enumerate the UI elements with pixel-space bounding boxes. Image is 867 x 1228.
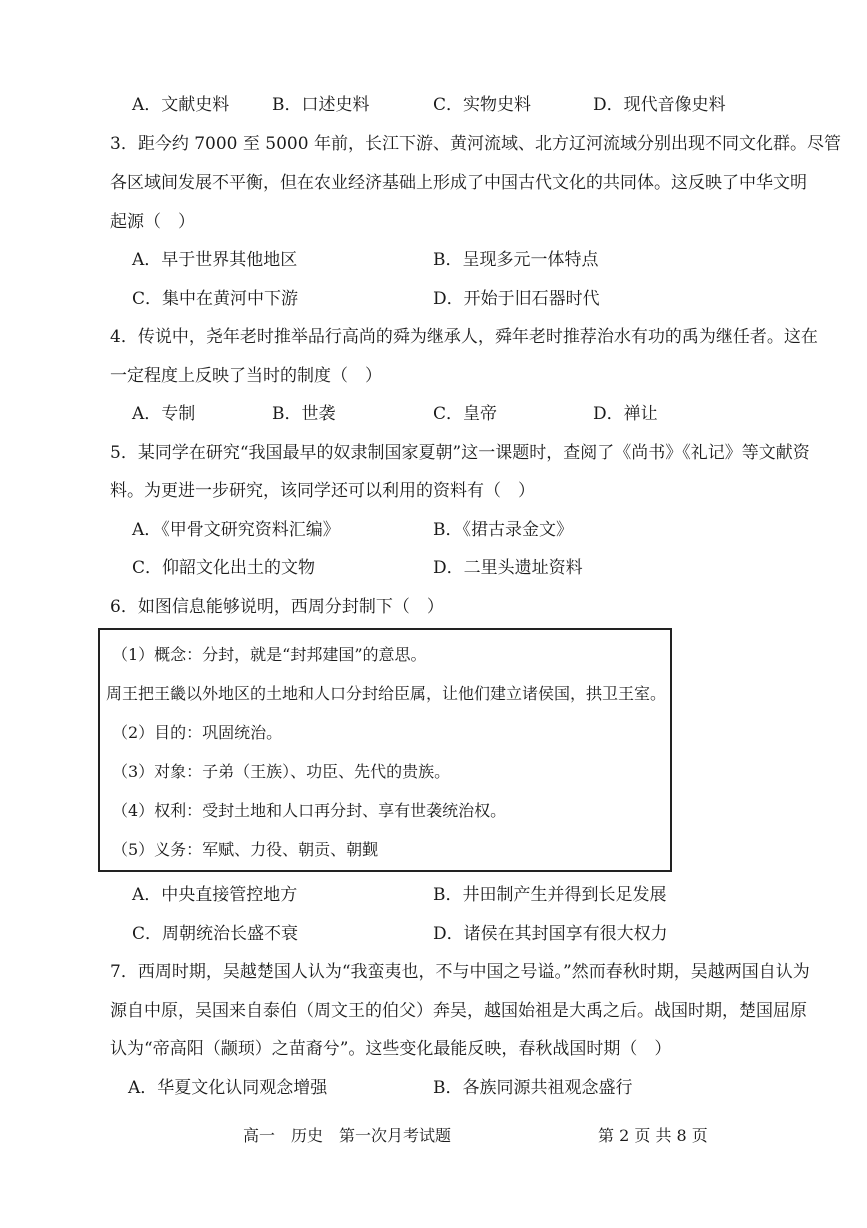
q6-box-line-2: 周王把王畿以外地区的土地和人口分封给臣属，让他们建立诸侯国，拱卫王室。 <box>106 684 667 703</box>
q7-stem-line-3: 认为“帝高阳（颛顼）之苗裔兮”。这些变化最能反映，春秋战国时期（ ） <box>110 1039 672 1059</box>
q5-stem-line-2: 料。为更进一步研究，该同学还可以利用的资料有（ ） <box>110 481 535 501</box>
footer-page-number: 第 2 页 共 8 页 <box>598 1126 708 1145</box>
q6-box-line-1: （1）概念：分封，就是“封邦建国”的意思。 <box>112 645 427 664</box>
q5-option-d: D．二里头遗址资料 <box>433 558 583 578</box>
q6-stem-line-1: 6．如图信息能够说明，西周分封制下（ ） <box>110 597 444 617</box>
q2-option-c: C．实物史料 <box>433 95 532 115</box>
q4-option-a: A．专制 <box>132 404 196 424</box>
q4-option-c: C．皇帝 <box>433 404 498 424</box>
q4-option-d: D．禅让 <box>593 404 658 424</box>
q6-option-a: A．中央直接管控地方 <box>132 885 298 905</box>
q4-stem-line-2: 一定程度上反映了当时的制度（ ） <box>110 366 382 386</box>
q3-stem-line-1: 3．距今约 7000 至 5000 年前，长江下游、黄河流域、北方辽河流域分别出现不同文化群。尽管 <box>110 134 841 154</box>
q4-option-b: B．世袭 <box>272 404 336 424</box>
q5-option-b: B．《捃古录金文》 <box>433 520 573 540</box>
q7-option-b: B．各族同源共祖观念盛行 <box>433 1078 633 1098</box>
q7-stem-line-2: 源自中原，吴国来自泰伯（周文王的伯父）奔吴，越国始祖是大禹之后。战国时期，楚国屈原 <box>110 1001 807 1021</box>
q3-option-a: A．早于世界其他地区 <box>132 250 298 270</box>
q7-stem-line-1: 7．西周时期，吴越楚国人认为“我蛮夷也，不与中国之号谥。”然而春秋时期，吴越两国自认为 <box>110 962 810 982</box>
q7-option-a: A．华夏文化认同观念增强 <box>128 1078 328 1098</box>
q6-box-line-3: （2）目的：巩固统治。 <box>112 723 283 742</box>
q5-stem-line-1: 5．某同学在研究“我国最早的奴隶制国家夏朝”这一课题时，查阅了《尚书》《礼记》等文献资 <box>110 443 810 463</box>
q4-stem-line-1: 4．传说中，尧年老时推举品行高尚的舜为继承人，舜年老时推荐治水有功的禹为继任者。这在 <box>110 327 818 347</box>
q5-option-c: C．仰韶文化出土的文物 <box>132 558 316 578</box>
q3-stem-line-3: 起源（ ） <box>110 212 195 232</box>
q3-stem-line-2: 各区域间发展不平衡，但在农业经济基础上形成了中国古代文化的共同体。这反映了中华文明 <box>110 173 807 193</box>
q2-option-d: D．现代音像史料 <box>593 95 726 115</box>
q6-option-b: B．井田制产生并得到长足发展 <box>433 885 667 905</box>
q3-option-d: D．开始于旧石器时代 <box>433 289 600 309</box>
q6-box-line-5: （4）权利：受封土地和人口再分封、享有世袭统治权。 <box>112 801 507 820</box>
q6-box-line-6: （5）义务：军赋、力役、朝贡、朝觐 <box>112 840 379 859</box>
q2-option-b: B．口述史料 <box>272 95 370 115</box>
q6-option-d: D．诸侯在其封国享有很大权力 <box>433 924 668 944</box>
q5-option-a: A．《甲骨文研究资料汇编》 <box>132 520 340 540</box>
q2-option-a: A．文献史料 <box>132 95 230 115</box>
footer-exam-title: 高一 历史 第一次月考试题 <box>243 1126 452 1145</box>
q6-info-box <box>98 628 672 872</box>
q6-option-c: C．周朝统治长盛不衰 <box>132 924 299 944</box>
q3-option-b: B．呈现多元一体特点 <box>433 250 599 270</box>
q6-box-line-4: （3）对象：子弟（王族）、功臣、先代的贵族。 <box>112 762 451 781</box>
q3-option-c: C．集中在黄河中下游 <box>132 289 299 309</box>
